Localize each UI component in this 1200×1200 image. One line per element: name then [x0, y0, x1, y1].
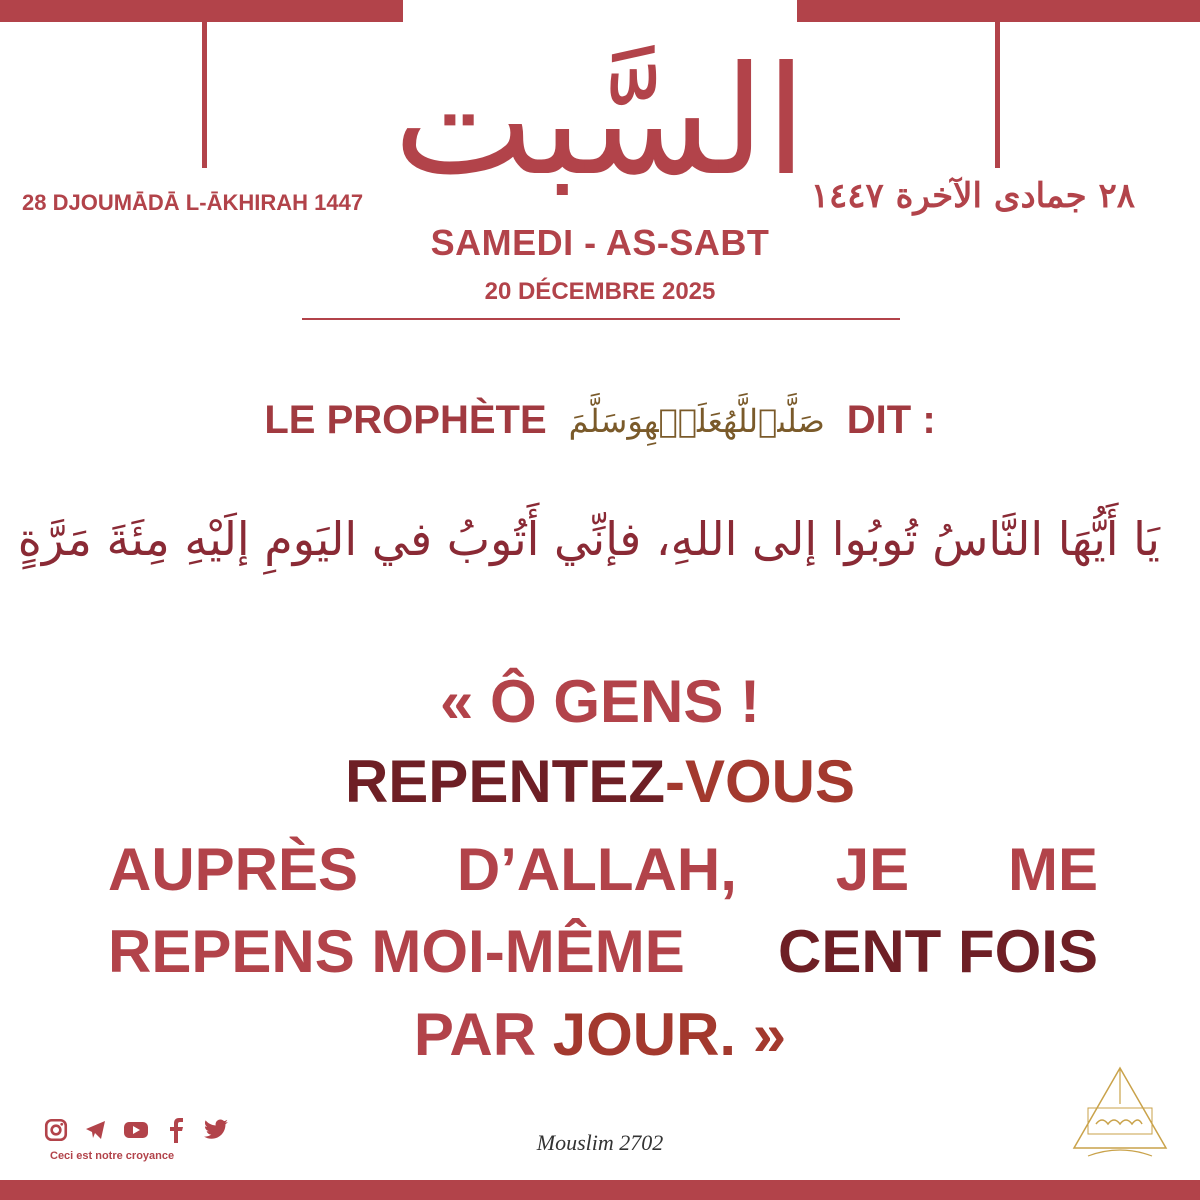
hadith-fr-word: REPENTEZ	[344, 748, 665, 815]
top-bar-right	[797, 0, 1200, 22]
telegram-icon[interactable]	[82, 1116, 110, 1144]
twitter-icon[interactable]	[202, 1116, 230, 1144]
salawat-calligraphy: صَلَّىٱللَّهُعَلَيۡهِوَسَلَّمَ	[568, 401, 825, 440]
hadith-fr-line-4	[108, 918, 1098, 985]
hadith-fr-word: CENT FOIS	[777, 918, 1098, 985]
brand-logo	[1068, 1064, 1172, 1172]
bottom-bar	[0, 1180, 1200, 1200]
facebook-icon[interactable]	[162, 1116, 190, 1144]
hadith-source: Mouslim 2702	[536, 1130, 664, 1155]
hadith-fr-line-2	[100, 748, 1100, 815]
day-title-fr: SAMEDI - AS-SABT	[430, 222, 770, 263]
intro-prefix: LE PROPHÈTE	[264, 398, 547, 442]
top-bar-left	[0, 0, 403, 22]
day-title-arabic: السَّبت	[393, 35, 807, 209]
hadith-fr-word: JE	[835, 836, 910, 903]
hadith-fr-word: -VOUS	[665, 748, 856, 815]
hadith-fr-line-5	[100, 1001, 1100, 1068]
hadith-intro	[150, 398, 1050, 443]
hadith-arabic: يَا أَيُّهَا النَّاسُ تُوبُوا إلى اللهِ، فإنِّي أَتُوبُ في اليَومِ إلَيْهِ مِئَةَ مَرَّةٍ	[17, 512, 1160, 566]
social-links	[42, 1116, 230, 1144]
hijri-date-fr: 28 DJOUMĀDĀ L-ĀKHIRAH 1447	[22, 190, 364, 215]
youtube-icon[interactable]	[122, 1116, 150, 1144]
hadith-fr-word: ME	[1008, 836, 1098, 903]
hijri-date-ar: ٢٨ جمادى الآخرة ١٤٤٧	[810, 176, 1135, 216]
frame-line-left	[202, 22, 207, 168]
instagram-icon[interactable]	[42, 1116, 70, 1144]
hadith-fr-line-3	[108, 836, 1098, 903]
hadith-fr-word: JOUR. »	[552, 1001, 787, 1068]
hadith-fr-word: D’ALLAH,	[456, 836, 737, 903]
tagline: Ceci est notre croyance	[50, 1150, 175, 1162]
intro-suffix: DIT :	[846, 398, 936, 442]
gregorian-date: 20 DÉCEMBRE 2025	[484, 278, 716, 305]
hadith-fr-word: AUPRÈS	[108, 836, 359, 903]
frame-line-right	[995, 22, 1000, 168]
hadith-fr-word: REPENS MOI-MÊME	[108, 918, 685, 985]
hadith-fr-word: PAR	[413, 1001, 537, 1068]
hadith-fr-line-1: « Ô GENS !	[439, 668, 761, 735]
header-divider	[302, 318, 900, 320]
